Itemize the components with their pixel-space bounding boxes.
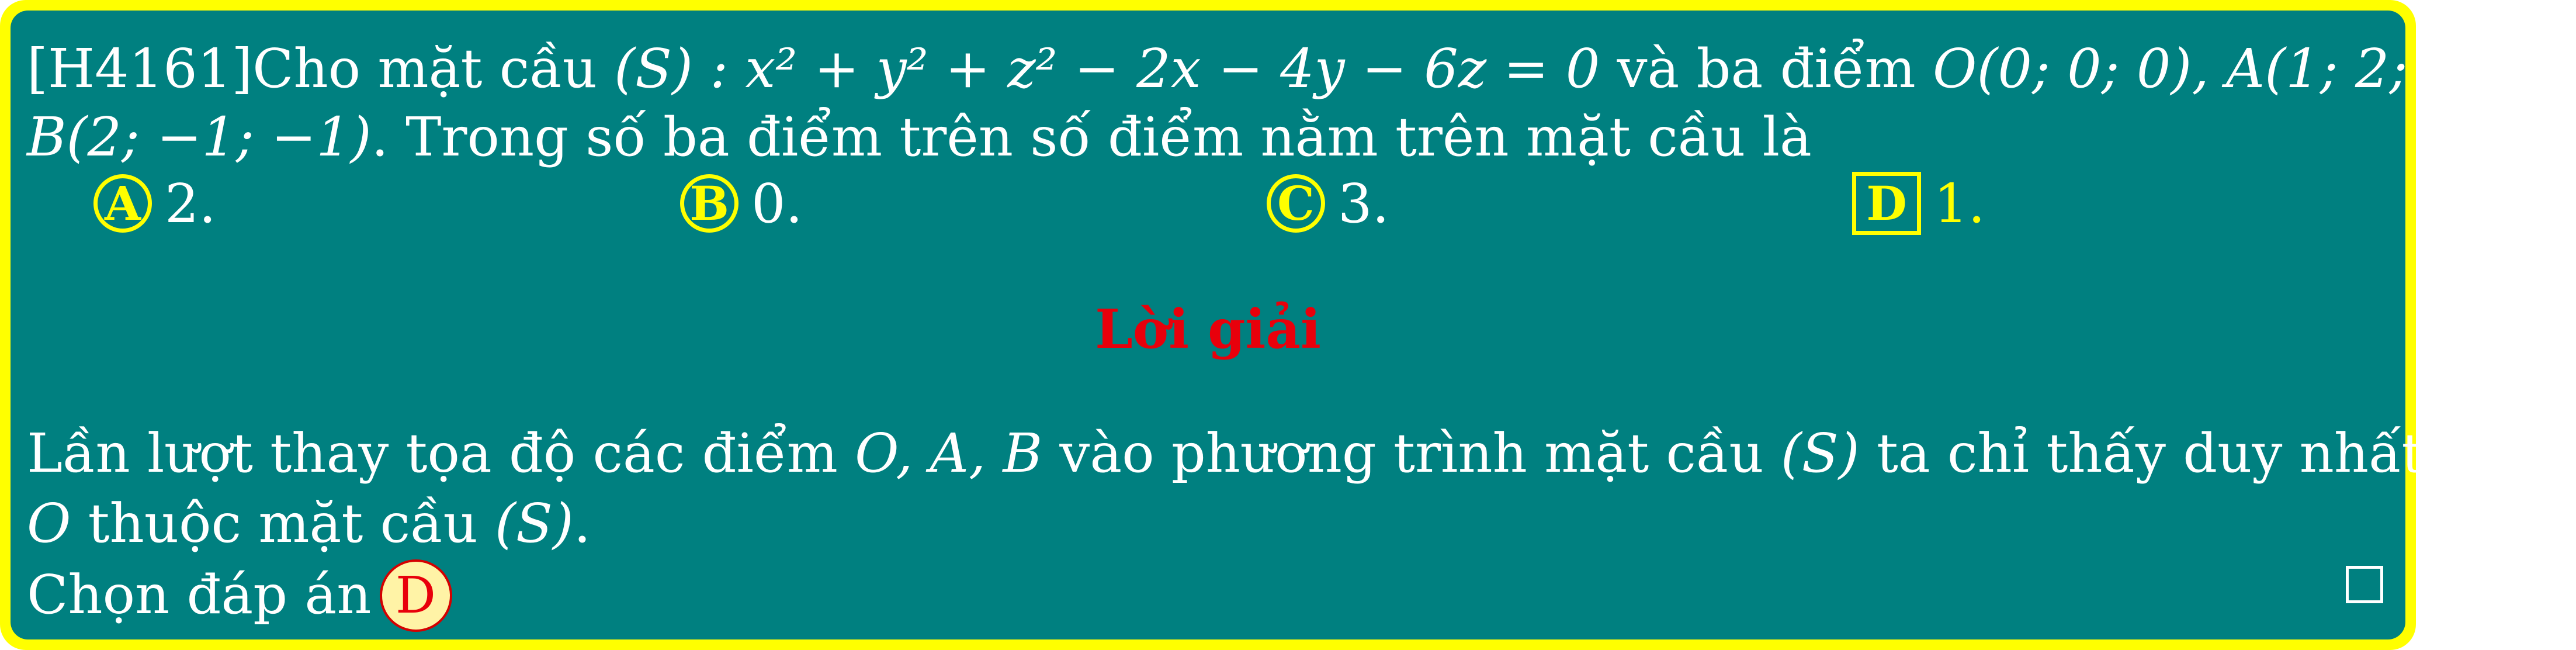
option-c[interactable] [1267,168,1389,238]
answer-label: Chọn đáp án [27,563,372,626]
option-d-badge: D [1852,172,1921,235]
solution-points: O, A, B [855,422,1043,485]
question-lead: [H4161]Cho mặt cầu [27,37,615,100]
question-mid: và ba điểm [1600,37,1933,100]
problem-card [11,11,2576,639]
solution-text-d: thuộc mặt cầu [71,492,495,555]
solution-text-c: ta chỉ thấy duy nhất điểm [1859,422,2576,485]
answer-line [27,560,452,635]
question-line-1 [27,34,2497,104]
sphere-equation: (S) : x² + y² + z² − 2x − 4y − 6z = 0 [614,37,1600,100]
solution-line-1 [27,419,2576,489]
solution-sphere: (S) [1780,422,1860,485]
solution-period: . [573,492,591,555]
solution-sphere-2: (S) [495,492,574,555]
answer-badge: D [380,559,452,632]
option-a-text: 2. [165,172,216,235]
solution-heading: Lời giải [1095,298,1321,361]
option-d-text: 1. [1934,172,1985,235]
question-ask: . Trong số ba điểm trên số điểm nằm trên mặt cầu là [371,106,1812,168]
option-c-badge: C [1267,174,1325,233]
option-b-text: 0. [751,172,803,235]
question-line-2 [27,102,1812,172]
option-a-badge: A [93,174,152,233]
points-equation: O(0; 0; 0), A(1; 2; 3), [1933,37,2497,100]
option-a[interactable] [93,168,216,238]
qed-square-icon [2346,566,2383,603]
option-d[interactable] [1852,168,1985,238]
option-b[interactable] [680,168,803,238]
point-b: B(2; −1; −1) [27,106,372,168]
option-c-text: 3. [1338,172,1389,235]
solution-text-b: vào phương trình mặt cầu [1042,422,1781,485]
solution-line-2 [27,489,591,559]
solution-point-o: O [27,492,71,555]
solution-text-a: Lần lượt thay tọa độ các điểm [27,422,855,485]
option-b-badge: B [680,174,739,233]
